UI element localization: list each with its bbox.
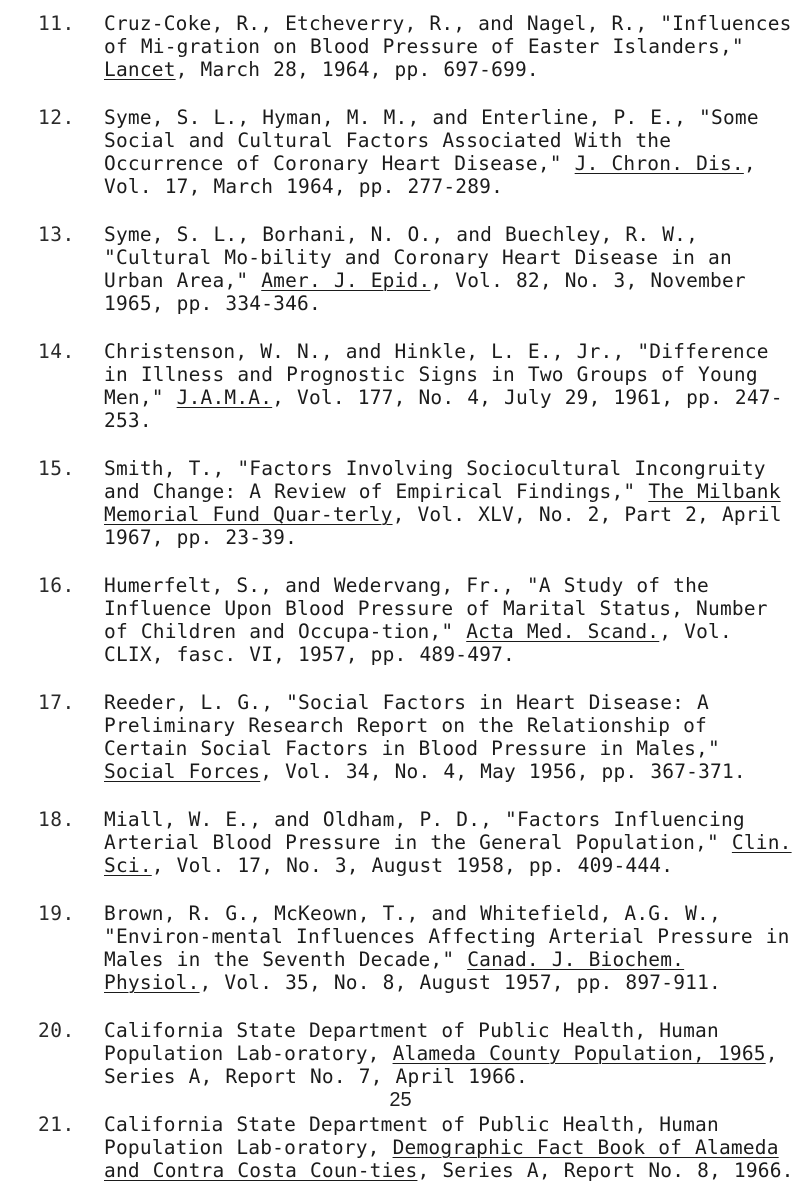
- reference-number: 21.: [38, 1113, 75, 1136]
- reference-source: Social Forces: [104, 760, 261, 783]
- reference-text: [104, 223, 794, 315]
- reference-number: 11.: [38, 12, 75, 35]
- reference-text: [104, 457, 794, 549]
- reference-text: [104, 808, 794, 877]
- reference-source: Demographic Fact Book of Alameda and Contra Costa Coun-ties: [104, 1136, 779, 1182]
- reference-source: J. Chron. Dis.: [574, 152, 744, 175]
- reference-citation: California State Department of Public Health, Human Population Lab-oratory,: [104, 1019, 719, 1065]
- reference-text: [104, 1113, 794, 1182]
- reference-details: , Series A, Report No. 7, April 1966.: [104, 1042, 778, 1088]
- reference-citation: Syme, S. L., Borhani, N. O., and Buechley, R. W., "Cultural Mo-bility and Coronary Heart Disease in an Urban Area,": [104, 223, 732, 292]
- reference-number: 17.: [38, 691, 75, 714]
- reference-source: Canad. J. Biochem. Physiol.: [104, 948, 685, 994]
- reference-details: , Series A, Report No. 8, 1966.: [417, 1159, 794, 1182]
- reference-citation: Cruz-Coke, R., Etcheverry, R., and Nagel, R., "Influences of Mi-gration on Blood Pressure of Easter Islanders,": [104, 12, 792, 58]
- reference-number: 12.: [38, 106, 75, 129]
- reference-text: [104, 1019, 794, 1088]
- reference-citation: Syme, S. L., Hyman, M. M., and Enterline, P. E., "Some Social and Cultural Factors Associated With the Occurrence of Coronary Heart Disease,": [104, 106, 759, 175]
- reference-details: , Vol. CLIX, fasc. VI, 1957, pp. 489-497.: [104, 620, 732, 666]
- reference-citation: California State Department of Public Health, Human Population Lab-oratory,: [104, 1113, 719, 1159]
- reference-citation: Reeder, L. G., "Social Factors in Heart Disease: A Preliminary Research Report on the Relationship of Certain Social Factors in Blood Pressure in Males,": [104, 691, 720, 760]
- reference-citation: Brown, R. G., McKeown, T., and Whitefield, A.G. W., "Environ-mental Influences Affecting Arterial Pressure in Males in the Seventh Decade,": [104, 902, 790, 971]
- reference-source: Lancet: [104, 58, 176, 81]
- reference-details: , March 28, 1964, pp. 697-699.: [175, 58, 539, 81]
- reference-citation: Christenson, W. N., and Hinkle, L. E., Jr., "Difference in Illness and Prognostic Signs in Two Groups of Young Men,": [104, 340, 769, 409]
- reference-source: Amer. J. Epid.: [261, 269, 431, 292]
- reference-text: [104, 574, 794, 666]
- reference-number: 20.: [38, 1019, 75, 1042]
- reference-citation: Miall, W. E., and Oldham, P. D., "Factors Influencing Arterial Blood Pressure in the General Population,": [104, 808, 745, 854]
- reference-number: 18.: [38, 808, 75, 831]
- reference-source: Clin. Sci.: [104, 831, 792, 877]
- reference-number: 15.: [38, 457, 75, 480]
- reference-text: [104, 691, 794, 783]
- page-number: 25: [389, 1089, 412, 1111]
- reference-details: , Vol. 34, No. 4, May 1956, pp. 367-371.: [260, 760, 746, 783]
- reference-number: 16.: [38, 574, 75, 597]
- reference-text: [104, 12, 794, 81]
- reference-details: , Vol. 35, No. 8, August 1957, pp. 897-911.: [199, 971, 721, 994]
- reference-source: Acta Med. Scand.: [466, 620, 660, 643]
- reference-number: 13.: [38, 223, 75, 246]
- reference-details: , Vol. 177, No. 4, July 29, 1961, pp. 247-253.: [104, 386, 783, 432]
- reference-citation: Smith, T., "Factors Involving Sociocultural Incongruity and Change: A Review of Empirical Findings,": [104, 457, 766, 503]
- reference-text: [104, 340, 794, 432]
- reference-citation: Humerfelt, S., and Wedervang, Fr., "A Study of the Influence Upon Blood Pressure of Marital Status, Number of Children and Occupa-tion,": [104, 574, 768, 643]
- reference-number: 14.: [38, 340, 75, 363]
- reference-details: , Vol. XLV, No. 2, Part 2, April 1967, pp. 23-39.: [104, 503, 782, 549]
- reference-details: , Vol. 82, No. 3, November 1965, pp. 334-346.: [104, 269, 746, 315]
- reference-number: 19.: [38, 902, 75, 925]
- reference-source: J.A.M.A.: [176, 386, 273, 409]
- reference-details: , Vol. 17, March 1964, pp. 277-289.: [104, 152, 756, 198]
- reference-source: The Milbank Memorial Fund Quar-terly: [104, 480, 781, 526]
- reference-source: Alameda County Population, 1965: [392, 1042, 766, 1065]
- reference-details: , Vol. 17, No. 3, August 1958, pp. 409-444.: [151, 854, 674, 877]
- reference-text: [104, 106, 794, 198]
- reference-text: [104, 902, 794, 994]
